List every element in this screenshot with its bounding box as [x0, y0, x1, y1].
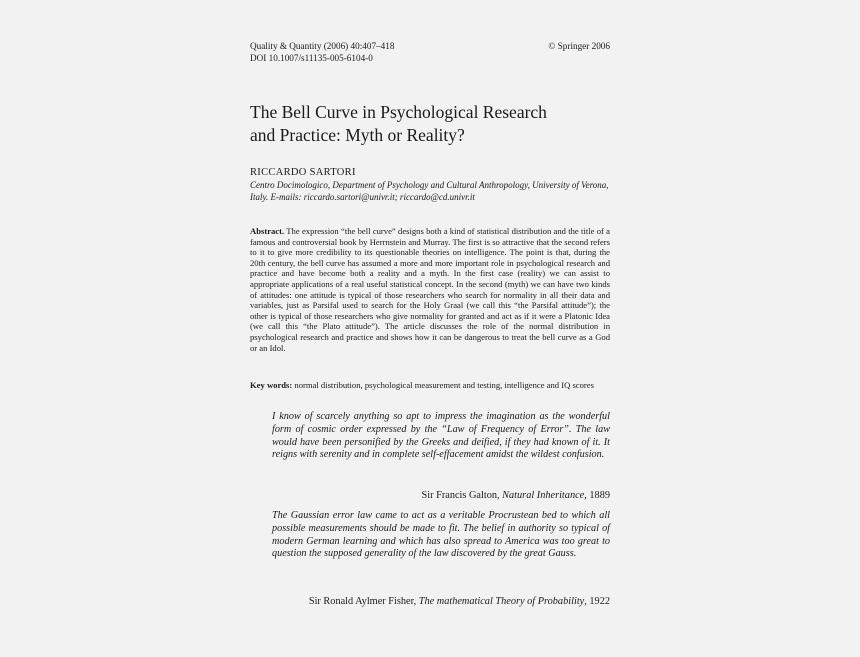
- title-line-1: The Bell Curve in Psychological Research: [250, 102, 547, 122]
- quote-year: , 1922: [584, 596, 610, 607]
- keywords-text: normal distribution, psychological measurement and testing, intelligence and IQ scores: [294, 380, 594, 390]
- keywords-label: Key words:: [250, 380, 293, 390]
- title-line-2: and Practice: Myth or Reality?: [250, 125, 465, 145]
- epigraph-attribution-fisher: [272, 595, 610, 608]
- quote-author: Sir Francis Galton,: [421, 490, 500, 501]
- epigraph-quote-fisher: The Gaussian error law came to act as a veritable Procrustean bed to which all possible measurements should be made to fit. The belief in authority so typical of modern German learning and which has also spread to America was too great to question the supposed generality of the law discovered by the great Gauss.: [272, 510, 610, 560]
- author-name: RICCARDO SARTORI: [250, 167, 356, 178]
- paper-title: [250, 101, 630, 147]
- epigraph-attribution-galton: [272, 489, 610, 502]
- quote-year: , 1889: [584, 490, 610, 501]
- journal-line: Quality & Quantity (2006) 40:407–418: [250, 41, 395, 51]
- quote-work: Natural Inheritance: [502, 490, 585, 501]
- abstract-label: Abstract.: [250, 226, 285, 236]
- keywords: [250, 380, 610, 391]
- doi-line: DOI 10.1007/s11135-005-6104-0: [250, 53, 373, 63]
- quote-author: Sir Ronald Aylmer Fisher,: [308, 596, 417, 607]
- epigraph-quote-galton: I know of scarcely anything so apt to impress the imagination as the wonderful form of cosmic order expressed by the “Law of Frequency of Error”. The law would have been personified by the Greeks and deified, if they had known of it. It reigns with serenity and in complete self-effacement amidst the wildest confusion.: [272, 411, 610, 461]
- abstract-text: The expression “the bell curve” designs both a kind of statistical distribution and the title of a famous and controversial book by Herrnstein and Murray. The first is so attractive that the second refers to it to give more credibility to its questionable theories on intelligence. The point is that, during the 20th century, the bell curve has assumed a more and more important role in psychological research and practice and have become both a reality and a myth. In the first case (reality) we can assist to appropriate applications of a real useful statistical concept. In the second (myth) we can have two kinds of attitudes: one attitude is typical of those researchers who search for normality in all their data and variables, just as Parsifal used to search for the Holy Graal (we call this “the Parsifal attitude”); the other is typical of those researchers who give normality for granted and act as if it were a Platonic Idea (we call this “the Plato attitude”). The article discusses the role of the normal distribution in psychological research and practice and shows how it can be dangerous to treat the bell curve as a God or an Idol.: [250, 226, 610, 353]
- abstract: [250, 226, 610, 353]
- author-affiliation: Centro Docimologico, Department of Psychology and Cultural Anthropology, University of Verona, Italy. E-mails: riccardo.sartori@univr.it; riccardo@cd.univr.it: [250, 180, 609, 202]
- copyright-notice: © Springer 2006: [548, 41, 610, 51]
- quote-work: The mathematical Theory of Probability: [418, 596, 585, 607]
